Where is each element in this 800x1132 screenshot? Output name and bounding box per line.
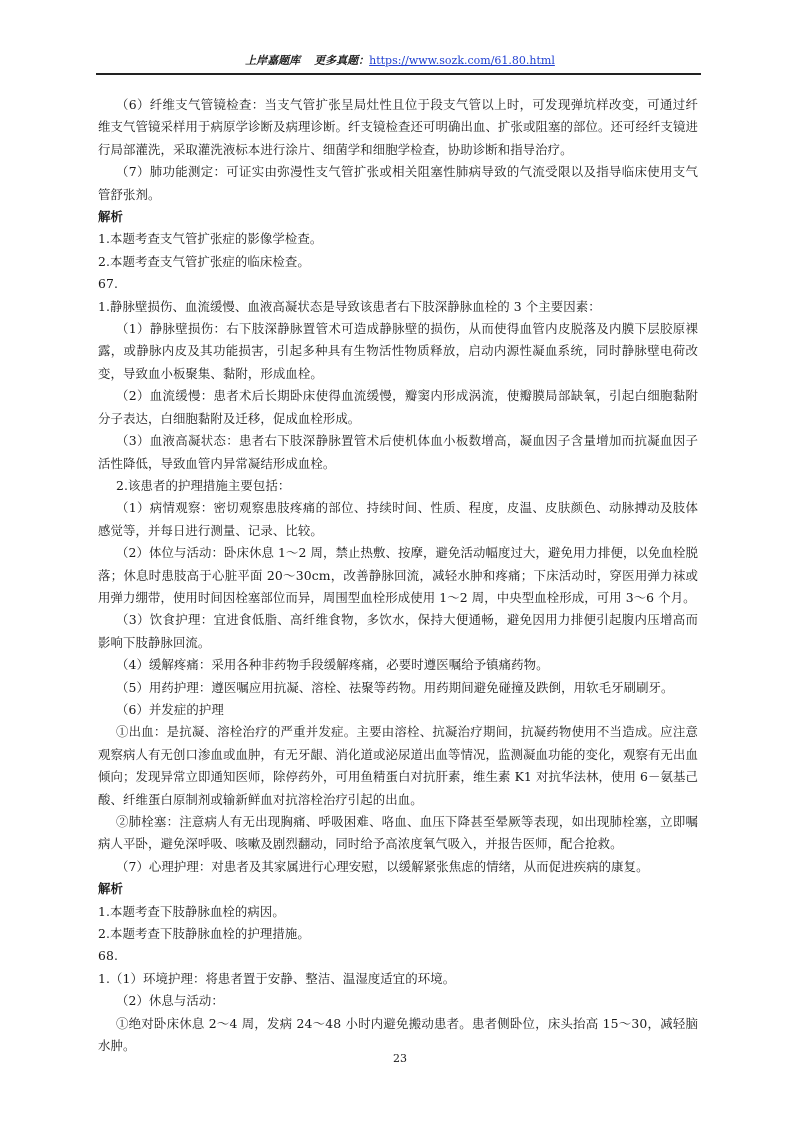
- paragraph: 2.本题考查支气管扩张症的临床检查。: [98, 253, 310, 269]
- section-heading: 解析: [98, 209, 123, 225]
- paragraph: （2）体位与活动：卧床休息 1～2 周，禁止热敷、按摩，避免活动幅度过大，避免用力排便，以免血栓脱落；休息时患肢高于心脏平面 20～30cm，改善静脉回流，减轻水肿和疼痛；下床活动时，穿医用弹力袜或用弹力绷带，使用时间因栓塞部位而异，周围型血栓形成使用 1～2 周，中央型血栓形成，可用 3～6 个月。: [98, 545, 698, 605]
- header-site-name: 上岸嘉题库: [245, 54, 301, 67]
- header-link[interactable]: https://www.sozk.com/61.80.html: [369, 54, 555, 67]
- paragraph: （3）血液高凝状态：患者右下肢深静脉置管术后使机体血小板数增高，凝血因子含量增加而抗凝血因子活性降低，导致血管内异常凝结形成血栓。: [98, 433, 698, 471]
- paragraph: （2）休息与活动：: [115, 993, 224, 1009]
- paragraph: 67.: [98, 276, 119, 292]
- paragraph: （6）并发症的护理: [115, 701, 224, 717]
- paragraph: （5）用药护理：遵医嘱应用抗凝、溶栓、祛聚等药物。用药期间避免碰撞及跌倒，用软毛牙刷刷牙。: [115, 679, 674, 695]
- page-number: 23: [393, 1052, 407, 1065]
- paragraph: （3）饮食护理：宜进食低脂、高纤维食物，多饮水，保持大便通畅，避免因用力排便引起腹内压增高而影响下肢静脉回流。: [98, 612, 698, 650]
- header-divider: [96, 73, 701, 75]
- paragraph: 2.本题考查下肢静脉血栓的护理措施。: [98, 926, 310, 942]
- paragraph: 1.（1）环境护理：将患者置于安静、整洁、温湿度适宜的环境。: [98, 970, 456, 986]
- header-label: 更多真题：: [314, 54, 370, 67]
- paragraph: 1.本题考查下肢静脉血栓的病因。: [98, 903, 285, 919]
- paragraph: （4）缓解疼痛：采用各种非药物手段缓解疼痛，必要时遵医嘱给予镇痛药物。: [115, 657, 549, 673]
- paragraph: （6）纤维支气管镜检查：当支气管扩张呈局灶性且位于段支气管以上时，可发现弹坑样改变，可通过纤维支气管镜采样用于病原学诊断及病理诊断。纤支镜检查还可明确出血、扩张或阻塞的部位。还可经纤支镜进行局部灌洗，采取灌洗液标本进行涂片、细菌学和细胞学检查，协助诊断和指导治疗。: [98, 97, 698, 157]
- paragraph: ①出血：是抗凝、溶栓治疗的严重并发症。主要由溶栓、抗凝治疗期间，抗凝药物使用不当造成。应注意观察病人有无创口渗血或血肿，有无牙龈、消化道或泌尿道出血等情况，监测凝血功能的变化，观察有无出血倾向；发现异常立即通知医师，除停药外，可用鱼精蛋白对抗肝素，维生素 K1 对抗华法林，使用 6－氨基己酸、纤维蛋白原制剂或输新鲜血对抗溶栓治疗引起的出血。: [98, 724, 698, 807]
- paragraph: （2）血流缓慢：患者术后长期卧床使得血流缓慢，瓣窦内形成涡流，使瓣膜局部缺氧，引起白细胞黏附分子表达，白细胞黏附及迁移，促成血栓形成。: [98, 388, 698, 426]
- paragraph: （7）肺功能测定：可证实由弥漫性支气管扩张或相关阻塞性肺病导致的气流受限以及指导临床使用支气管舒张剂。: [98, 164, 698, 202]
- paragraph: 2.该患者的护理措施主要包括：: [115, 477, 291, 493]
- paragraph: 1.静脉壁损伤、血流缓慢、血液高凝状态是导致该患者右下肢深静脉血栓的 3 个主要因素：: [98, 298, 601, 314]
- page-header: [0, 54, 800, 68]
- paragraph: （1）静脉壁损伤：右下肢深静脉置管术可造成静脉壁的损伤，从而使得血管内皮脱落及内膜下层胶原裸露，或静脉内皮及其功能损害，引起多种具有生物活性物质释放，启动内源性凝血系统，同时静脉壁电荷改变，导致血小板聚集、黏附，形成血栓。: [98, 321, 698, 381]
- section-heading: 解析: [98, 881, 123, 897]
- paragraph: （7）心理护理：对患者及其家属进行心理安慰，以缓解紧张焦虑的情绪，从而促进疾病的康复。: [115, 858, 649, 874]
- paragraph: 68.: [98, 948, 119, 964]
- paragraph: ①绝对卧床休息 2～4 周，发病 24～48 小时内避免搬动患者。患者侧卧位，床头抬高 15～30，减轻脑水肿。: [98, 1015, 698, 1054]
- paragraph: 1.本题考查支气管扩张症的影像学检查。: [98, 231, 323, 247]
- paragraph: ②肺栓塞：注意病人有无出现胸痛、呼吸困难、咯血、血压下降甚至晕厥等表现，如出现肺栓塞，立即嘱病人平卧，避免深呼吸、咳嗽及剧烈翻动，同时给予高浓度氧气吸入，并报告医师，配合抢救。: [98, 814, 698, 852]
- paragraph: （1）病情观察：密切观察患肢疼痛的部位、持续时间、性质、程度，皮温、皮肤颜色、动脉搏动及肢体感觉等，并每日进行测量、记录、比较。: [98, 500, 698, 538]
- document-body: [98, 94, 698, 1057]
